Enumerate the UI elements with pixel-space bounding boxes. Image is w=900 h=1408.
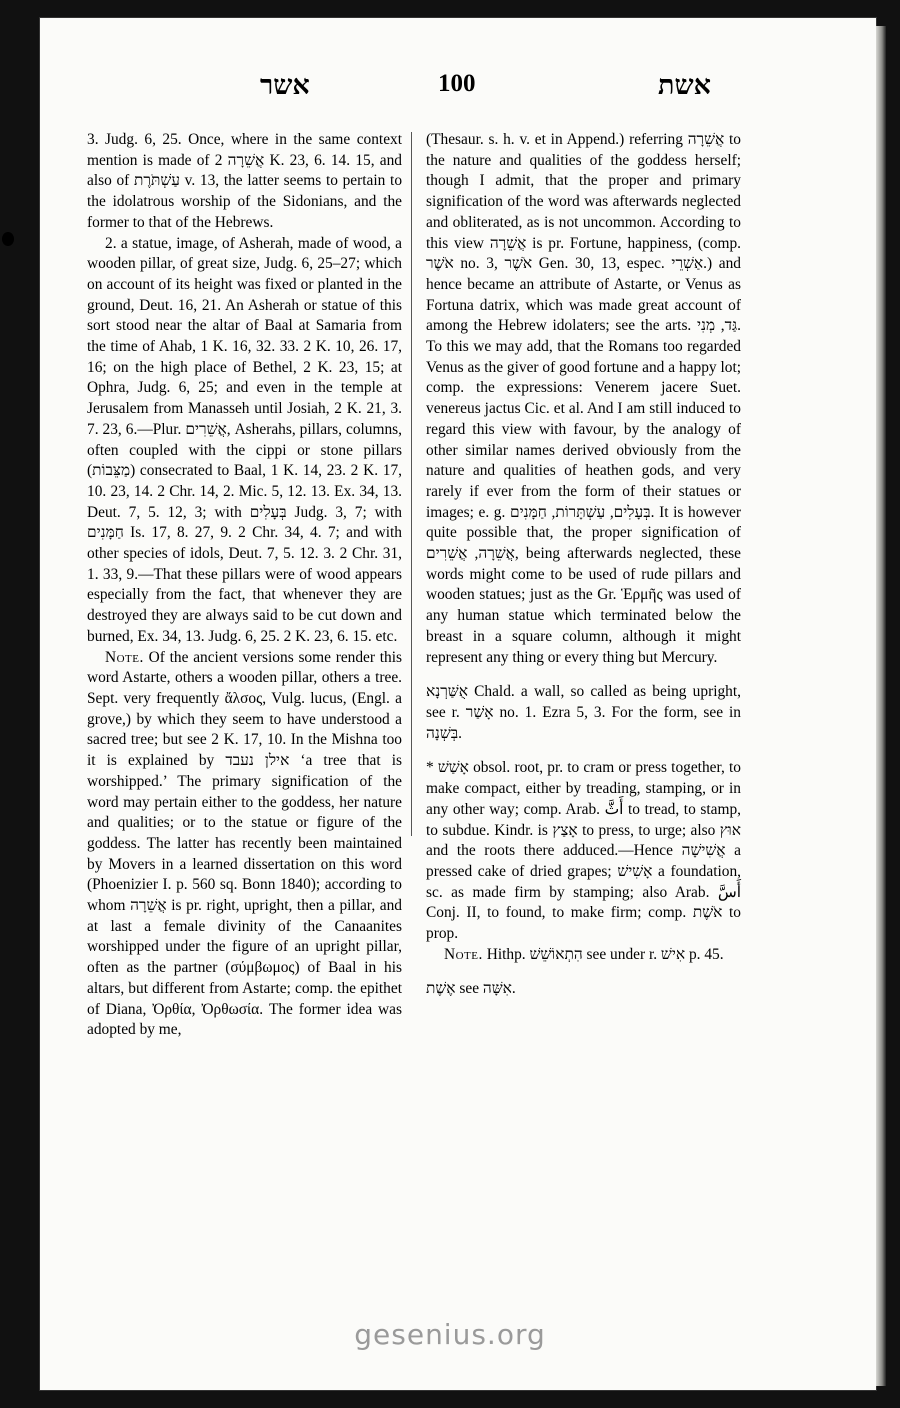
paragraph-2: 2. a statue, image, of Asherah, made of wood, a wooden pillar, of great size, Judg. 6, 25–27; which on account of its height was fixed or planted in the ground, Deut. 16, 21. An Asherah or statue of this sort stood near the altar of Baal at Samaria from the time of Ahab, 1 K. 16, 32. 33. 2 K. 10, 26. 17, 16; on the high place of Bethel, 2 K. 23, 15; at Ophra, Judg. 6, 25; and even in the temple at Jerusalem from Manasseh until Josiah, 2 K. 21, 3. 7. 23, 6.—Plur. אֲשֵׁרִים, Asherahs, pillars, columns, often coupled with the cippi or stone pillars (מַצֵּבוֹת) consecrated to Baal, 1 K. 14, 23. 2 K. 17, 10. 23, 14. 2 Chr. 14, 2. Mic. 5, 12. 13. Ex. 34, 13. Deut. 7, 5. 12, 3; with בְּעָלִים Judg. 3, 7; with חַמָּנִים Is. 17, 8. 27, 9. 2 Chr. 34, 4. 7; and with other species of idols, Deut. 7, 5. 12. 3. 2 Chr. 31, 1. 33, 9.—That these pillars were of wood appears especially from the fact, that whenever they are destroyed they are always said to be cut down and burned, Ex. 34, 13. Judg. 6, 25. 2 K. 23, 6. 15. etc. xyxy=(87,234,402,645)
note-label: Note. xyxy=(105,648,144,666)
note-hithpael xyxy=(426,945,741,966)
page-number: 100 xyxy=(438,70,476,97)
site-watermark: gesenius.org xyxy=(354,1318,546,1351)
header-left-headword: אשר xyxy=(260,70,310,100)
paragraph-continued: (Thesaur. s. h. v. et in Append.) referring אֲשֵׁרָה to the nature and qualities of the goddess herself; though I admit, that the proper and primary signification of the word was afterwards neglected and obliterated, as is not uncommon. According to this view אֲשֵׁרָה is pr. Fortune, happiness, (comp. אֹשֶׁר no. 3, אֹשֶׁר Gen. 30, 13, espec. אַשְׁרֵי.) and hence became an attribute of Astarte, or Venus as Fortuna datrix, which was made great account of among the Hebrew idolaters; see the arts. גַּד, מְנִי. To this we may add, that the Romans too regarded Venus as the giver of good fortune and a happy lot; comp. the expressions: Venerem jacere Suet. venereus jactus Cic. et al. And I am still induced to regard this view with favour, by the analogy of other similar names derived obviously from the nature and qualities of heathen gods, and very rarely if ever from the form of their statues or images; e. g. בְּעָלִים, עַשְׁתָּרוֹת, חַמָּנִים. It is however quite possible that, the proper signification of אֲשֵׁרָה, אֲשֵׁרִים, being afterwards neglected, these words might come to be used of rude pillars and wooden statues; just as the Gr. Ἑρμῆς was used of any human statue which terminated below the breast in a square column, although it might represent any thing or every thing but Mercury. xyxy=(426,131,742,666)
note-paragraph xyxy=(87,648,402,1041)
note-text: Of the ancient versions some render this word Astarte, others a wooden pillar, others a tree. Sept. very frequently ἄλσος, Vulg. lucus, (Engl. a grove,) by which they seem to have understood a sacred tree; but see 2 K. 17, 10. In the Mishna too it is explained by אילן נעבד ‘a tree that is worshipped.’ The primary signification of the word may pertain either to the goddess, her nature and qualities; or to the statue or figure of the goddess. The latter has recently been maintained by Movers in a learned dissertation on this word (Phoenizier I. p. 560 sq. Bonn 1840); according to whom אֲשֵׁרָה is pr. right, upright, then a pillar, and at last a female divinity of the Canaanites worshipped under the figure of an upright pillar, often as the partner (σύμβωμος) of Baal in his altars, but different from Astarte; comp. the epithet of Diana, Ὀρθία, Ὀρθωσία. The former idea was adopted by me, xyxy=(87,648,402,1039)
note-hithpael-text: Hithp. הִתְאוֹשֵׁשׁ see under r. אִישׁ p. 45. xyxy=(486,945,724,963)
page-edge xyxy=(876,26,886,1386)
column-divider xyxy=(411,132,412,836)
note-label-right: Note. xyxy=(444,945,483,963)
paragraph-1: 3. Judg. 6, 25. Once, where in the same context mention is made of אֲשֵׁרָה 2 K. 23, 6. 14. 15, and also of עַשְׁתֹּרֶת v. 13, the latter seems to pertain to the idolatrous worship of the Sidonians, and the former to that of the Hebrews. xyxy=(87,131,403,231)
page-header xyxy=(90,70,840,110)
entry-ashash: * אָשַׁשׁ obsol. root, pr. to cram or press together, to make compact, either by treading, stamping, or in any other way; comp. Arab. أَثَّ to tread, to stamp, to subdue. Kindr. is אָצַץ to press, to urge; also אוּץ and the roots there adduced.—Hence אֲשִׁישָׁה a pressed cake of dried grapes; אָשִׁישׁ a foundation, sc. as made firm by stamping; also Arab. أَسَّ Conj. II, to found, to make firm; comp. אֹשֶׁת to prop. xyxy=(426,759,742,943)
entry-eshet: אֶשֶׁת see אִשָּׁה. xyxy=(426,980,516,998)
binding-hole xyxy=(2,232,14,246)
header-right-headword: אשת xyxy=(658,70,711,100)
right-column xyxy=(426,130,741,1000)
entry-ushsharna: אֻשַּׁרְנָא Chald. a wall, so called as being upright, see r. אָשַׁר no. 1. Ezra 5, 3. For the form, see in בְּשְׁנָה. xyxy=(426,683,741,742)
left-column xyxy=(87,130,402,1041)
